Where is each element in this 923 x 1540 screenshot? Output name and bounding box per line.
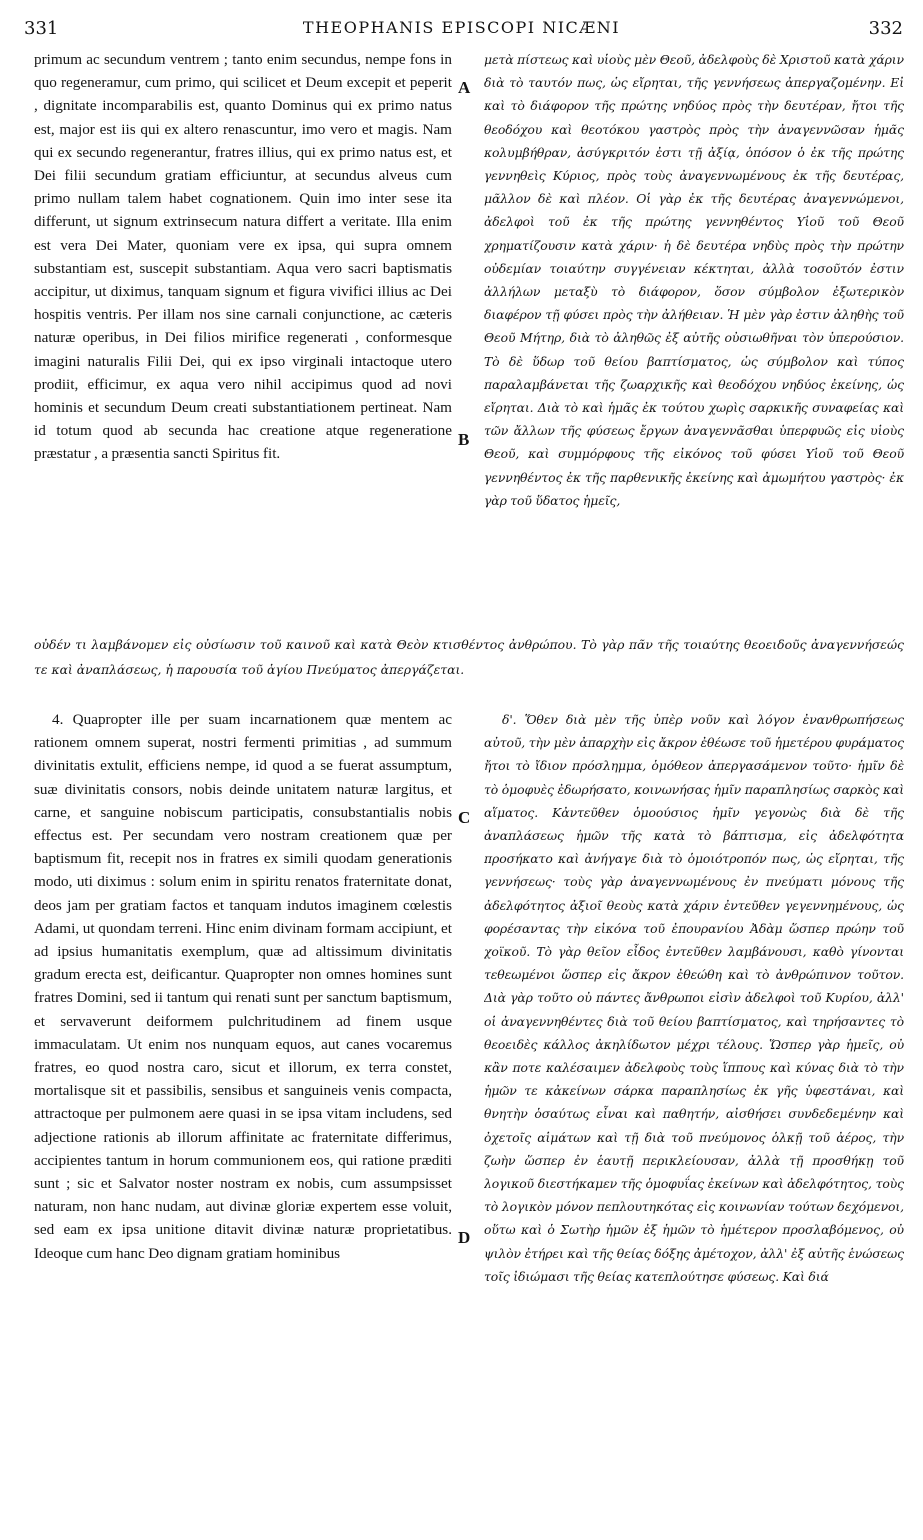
- page-header: [0, 10, 923, 44]
- running-title: THEOPHANIS EPISCOPI NICÆNI: [302, 18, 621, 37]
- greek-column-upper: [484, 48, 904, 632]
- greek-column-lower: [484, 708, 904, 1533]
- section-marker-b: B: [458, 430, 470, 449]
- greek-paragraph-lower: δ'. Ὅθεν διὰ μὲν τῆς ὑπὲρ νοῦν καὶ λόγον ἐνανθρωπήσεως αὐτοῦ, τὴν μὲν ἀπαρχὴν εἰς ἄκρον ἐθέωσε τοῦ ἡμετέρου φυράματος ἤτοι τὸ ἴδιον πρόσλημμα, ὁμόθεον ἀπεργασάμενον τοῦτο· ἡμῖν δὲ τὸ ὁμοφυὲς ἐδωρήσατο, κοινωνήσας ἡμῖν παραπλησίως σαρκὸς καὶ αἵματος. Κἀντεῦθεν ὁμοούσιος ἡμῖν γεγονὼς διὰ δὲ τῆς ἀναπλάσεως ἡμῶν τῆς κατὰ τὸ βάπτισμα, εἰς ἀδελφότητα προσήκατο καὶ ἀνήγαγε διὰ τὸ ὁμοιότροπόν πως, ὡς εἴρηται, τῆς γεννήσεως· τοὺς γὰρ ἀναγεννωμένους ἐν πνεύματι μόνους τῆς ἀδελφότητος ἀξιοῖ θεοὺς κατὰ χάριν ἐντεῦθεν γεγεννημένους, ὡς φορέσαντας τὴν εἰκόνα τοῦ ἐπουρανίου Ἀδὰμ ὥσπερ πρώην τοῦ χοϊκοῦ. Τὸ γὰρ θεῖον εἶδος ἐντεῦθεν λαμβάνουσι, καθὸ γίνονται τεθεωμένοι ὥσπερ εἰς ἄκρον ἐθεώθη καὶ τὸ ἀνθρώπινον τοῦτον. Διὰ γὰρ τοῦτο οὐ πάντες ἄνθρωποι εἰσὶν ἀδελφοὶ τοῦ Κυρίου, ἀλλ' οἱ ἀναγεννηθέντες διὰ τοῦ θείου βαπτίσματος, καὶ τηρήσαντες τὸ θεοειδὲς κάλλος ἀκηλίδωτον μέχρι τέλους. Ὥσπερ γὰρ ἡμεῖς, οὐ κἂν ποτε καλέσαιμεν ἀδελφοὺς τοὺς ἵππους καὶ κύνας διὰ τὸ τὴν ἡμῶν τε κἀκείνων σάρκα παραπλησίως ἐκ γῆς ὑφεστάναι, καὶ θνητὴν ὁσαύτως εἶναι καὶ παθητήν, αἰσθήσει συνδεδεμένην καὶ ὀχετοῖς αἱμάτων καὶ τῇ διὰ τοῦ πνεύμονος ὁλκῇ τοῦ ἀέρος, τὴν ζωὴν ὥσπερ ἐν ἑαυτῇ περικλείουσαν, ἀλλὰ τῇ προσθήκῃ τοῦ λογικοῦ διεστήκαμεν τῆς ὁμοφυΐας ἐκείνων καὶ ἀδελφότητος, τοὺς τὸ λογικὸν μόνον πεπλουτηκότας εἰς κοινωνίαν τούτων δεχόμενοι, οὕτω καὶ ὁ Σωτὴρ ἡμῶν ἐξ ἡμῶν τὸ ἡμέτερον προσλαβόμενος, οὐ ψιλὸν ἐτήρει καὶ τῆς θείας δόξης ἀμέτοχον, ἀλλ' ἐξ αὐτῆς ἑνώσεως τοῖς ἰδιώμασι τῆς θείας κατεπλούτησε φύσεως. Καὶ διά: [484, 712, 904, 1284]
- section-marker-d: D: [458, 1228, 471, 1247]
- greek-paragraph-upper: μετὰ πίστεως καὶ υἱοὺς μὲν Θεοῦ, ἀδελφοὺς δὲ Χριστοῦ κατὰ χάριν διὰ τὸ ταυτόν πως, ὡς εἴρηται, τῆς γεννήσεως ἀπεργαζομένην. Εἰ καὶ τὸ διάφορον τῆς πρώτης νηδύος πρὸς τὴν δευτέραν, ἤτοι τῆς θεοδόχου καὶ θεοτόκου γαστρὸς πρὸς τὴν ἀναγεννῶσαν ἡμᾶς κολυμβήθραν, ἀσύγκριτόν ἐστι τῇ ἀξίᾳ, ὁπόσον ὁ ἐκ τῆς πρώτης γεννηθεὶς Κύριος, πρὸς τοὺς ἀναγεννωμένους ἐκ τῆς δευτέρας, μᾶλλον δὲ καὶ πλέον. Οἱ γὰρ ἐκ τῆς δευτέρας ἀναγεννώμενοι, ἀδελφοὶ τοῦ ἐκ τῆς πρώτης γεννηθέντος Υἱοῦ τοῦ Θεοῦ χρηματίζουσιν κατὰ χάριν· ἡ δὲ δευτέρα νηδὺς πρὸς τὴν πρώτην οὐδεμίαν τοιαύτην συγγένειαν κέκτηται, ἀλλὰ τοσοῦτόν ἐστιν ἀλλήλων μεταξὺ τὸ διάφορον, ὅσον σύμβολον ἐξωτερικὸν διαφέρον τῇ φύσει πρὸς τὴν ἀλήθειαν. Ἡ μὲν γὰρ ἐστιν ἀληθὴς τοῦ Θεοῦ Μήτηρ, διὰ τὸ ἀληθῶς ἐξ αὐτῆς οὐσιωθῆναι τὸν ὑπερούσιον. Τὸ δὲ ὕδωρ τοῦ θείου βαπτίσματος, ὡς σύμβολον καὶ τύπος παραλαμβάνεται τῆς ζωαρχικῆς καὶ θεοδόχου νηδύος ἐκείνης, ὡς εἴρηται. Διὰ τὸ καὶ ἡμᾶς ἐκ τούτου χωρὶς σαρκικῆς συναφείας καὶ τῶν ἄλλων τῆς φύσεως ἔργων ἀναγεννᾶσθαι ὑπερφυῶς εἰς υἱοὺς Θεοῦ, καὶ συμμόρφους τῆς εἰκόνος τοῦ φύσει Υἱοῦ τοῦ Θεοῦ γεννηθέντος ἐκ τῆς παρθενικῆς ἐκείνης καὶ ἀμωμήτου γαστρὸς· ἐκ γὰρ τοῦ ὕδατος ἡμεῖς,: [484, 52, 904, 508]
- latin-paragraph-upper: primum ac secundum ventrem ; tanto enim secundus, nempe fons in quo regeneramur, cum primo, qui scilicet et Deum excepit et peperit , dignitate incomparabilis est, quanto Dominus qui ex primo natus est, major est iis qui ex altero renascuntur, imo vero et magis. Nam qui ex secundo regenerantur, fratres illius, qui ex primo natus est, et Dei filii secundum gratiam efficiuntur, at secundus alveus cum primo nullam talem habet cognationem. Quin imo inter sese ita differunt, ut signum extrinsecum natura differt a veritate. Illa enim est vera Dei Mater, quoniam vere ex ipsa, qui supra omnem substantiam est, suscepit substantiam. Aqua vero sacri baptismatis accipitur, ut diximus, tanquam signum et figura vivifici illius ac Dei hospitis ventris. Per illam nos sine carnali conjunctione, ac cæteris naturæ operibus, in Dei filios mirifice regenerati , conformesque imagini naturalis Filii Dei, qui ex ipso virginali intactoque utero prodiit, efficimur, ex aqua vero nihil accipimus quod ad novi hominis et secundum Deum creati substantiationem pertineat. Nam id totum quod ab secunda hac creatione atque regeneratione præstatur , a præsentia sancti Spiritus fit.: [34, 51, 452, 463]
- full-width-greek-line: [34, 632, 904, 708]
- section-marker-c: C: [458, 808, 471, 827]
- latin-column-lower: [34, 708, 452, 1533]
- section-marker-a: A: [458, 78, 471, 97]
- latin-paragraph-lower: 4. Quapropter ille per suam incarnationem quæ mentem ac rationem omnem superat, nostri fermenti primitias , ad summum divinitatis extulit, efficiens nempe, id quod a se fuerat assumptum, suæ divinitatis consors, nobis deinde unitatem naturæ largitus, et carne, et sanguine nobiscum participatis, consubstantialis nobis effectus est. Per secundam vero nostram creationem quæ per baptismum fit, recepit nos in fratres ex simili quodam generationis modo, uti diximus : solum enim in spiritu renatos fraternitate donat, deos jam per gratiam factos et tanquam indutos imaginem cœlestis Adami, ut quondam terreni. Hinc enim divinam formam accipiunt, et ad ipsius humanitatis exemplum, quæ ad altissimum divinitatis gradum erecta est, deificantur. Quapropter non omnes homines sunt fratres Domini, sed ii tantum qui renati sunt per sanctum baptismum, et servaverunt deiformem pulchritudinem ad finem usque immaculatam. Ut enim nos nunquam equos, aut canes vocaremus fratres, eo quod nostra caro, sicut et illorum, ex terra constet, mortalisque sit et passibilis, sensibus et sanguineis venis compacta, attractoque per pulmonem aere quasi in se ipsa vitam includens, sed adjectione rationis ab illorum affinitate ac fraternitate differimus, accipientes tantum in horum communionem eos, qui ratione præditi sunt ; sic et Salvator noster nostram ex nobis, cum assumpsisset naturam, non hanc nudam, aut divinæ gloriæ expertem esse voluit, sed eam ex ipsa unitione ditavit divinæ naturæ proprietatibus. Ideoque cum hanc Deo dignam gratiam hominibus: [34, 711, 452, 1262]
- latin-column-upper: [34, 48, 452, 632]
- full-width-greek-text: οὐδέν τι λαμβάνομεν εἰς οὐσίωσιν τοῦ καινοῦ καὶ κατὰ Θεὸν κτισθέντος ἀνθρώπου. Τὸ γὰρ πᾶν τῆς τοιαύτης θεοειδοῦς ἀναγεννήσεώς τε καὶ ἀναπλάσεως, ἡ παρουσία τοῦ ἁγίου Πνεύματος ἀπεργάζεται.: [34, 637, 904, 677]
- page-number-right: 332: [868, 18, 903, 39]
- page-number-left: 331: [24, 18, 59, 39]
